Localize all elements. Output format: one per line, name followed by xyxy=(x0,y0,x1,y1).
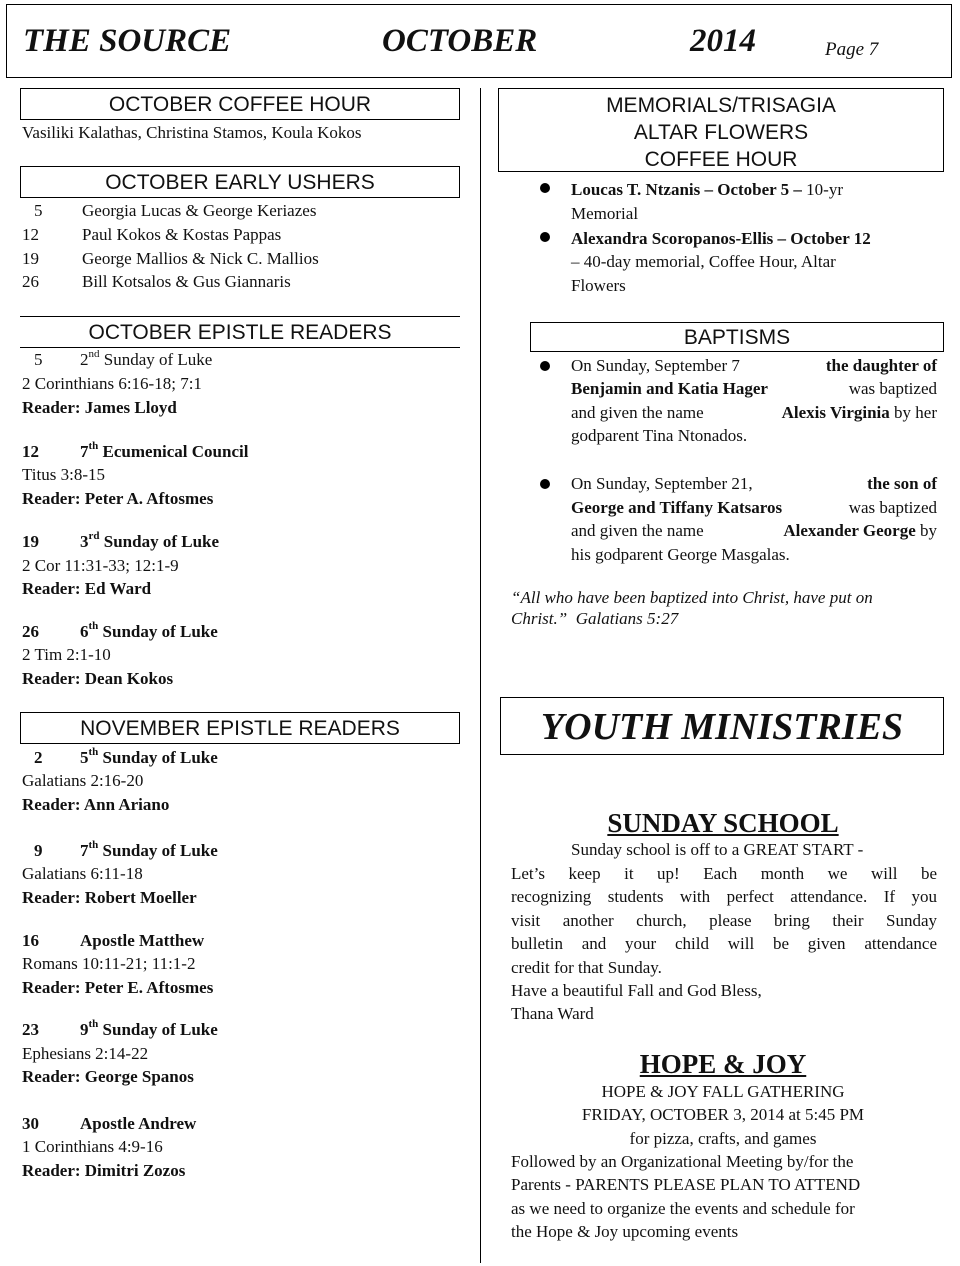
bullet xyxy=(540,361,550,371)
bullet xyxy=(540,183,550,193)
reader-name: Reader: Ed Ward xyxy=(22,579,152,598)
memorial-item: Loucas T. Ntzanis – October 5 – 10-yr xyxy=(571,180,843,199)
reader-name: Reader: Peter A. Aftosmes xyxy=(22,489,214,508)
page-header xyxy=(6,4,952,78)
reader-name: Reader: Dimitri Zozos xyxy=(22,1161,186,1180)
issue-month: OCTOBER xyxy=(382,23,538,59)
ushers-heading: OCTOBER EARLY USHERS xyxy=(20,166,460,198)
oct-readers-heading: OCTOBER EPISTLE READERS xyxy=(20,316,460,348)
usher-row: 26 Bill Kotsalos & Gus Giannaris xyxy=(22,272,291,291)
memorial-item-cont: Memorial xyxy=(571,204,639,223)
scripture-ref: Romans 10:11-21; 11:1-2 xyxy=(22,954,196,973)
page-number: Page 7 xyxy=(825,39,879,60)
baptism-quote-cont: Christ.” Galatians 5:27 xyxy=(511,609,679,628)
column-divider xyxy=(480,88,481,1263)
scripture-ref: Ephesians 2:14-22 xyxy=(22,1044,149,1063)
memorial-item-cont: Flowers xyxy=(571,276,626,295)
bullet xyxy=(540,232,550,242)
memorial-item: Alexandra Scoropanos-Ellis – October 12 xyxy=(571,229,871,248)
reader-name: Reader: Ann Ariano xyxy=(22,795,170,814)
memorial-item-cont: – 40-day memorial, Coffee Hour, Altar xyxy=(571,252,836,271)
scripture-ref: Galatians 6:11-18 xyxy=(22,864,143,883)
baptisms-heading: BAPTISMS xyxy=(530,322,944,352)
baptism-item: On Sunday, September 21, the son of xyxy=(571,474,937,493)
coffee-hour-names: Vasiliki Kalathas, Christina Stamos, Koula Kokos xyxy=(22,123,362,142)
reader-name: Reader: Peter E. Aftosmes xyxy=(22,978,214,997)
scripture-ref: 2 Corinthians 6:16-18; 7:1 xyxy=(22,374,202,393)
baptism-item: On Sunday, September 7 the daughter of xyxy=(571,356,937,375)
scripture-ref: 2 Tim 2:1-10 xyxy=(22,645,111,664)
scripture-ref: 2 Cor 11:31-33; 12:1-9 xyxy=(22,556,179,575)
issue-year: 2014 xyxy=(690,23,756,59)
baptism-quote: “All who have been baptized into Christ, have put on xyxy=(511,588,873,607)
sunday-school-heading: SUNDAY SCHOOL xyxy=(607,808,839,838)
scripture-ref: Galatians 2:16-20 xyxy=(22,771,144,790)
scripture-ref: 1 Corinthians 4:9-16 xyxy=(22,1137,163,1156)
reader-name: Reader: James Lloyd xyxy=(22,398,177,417)
bullet xyxy=(540,479,550,489)
usher-row: 5 Georgia Lucas & George Keriazes xyxy=(34,201,317,220)
scripture-ref: Titus 3:8-15 xyxy=(22,465,105,484)
coffee-hour-heading: OCTOBER COFFEE HOUR xyxy=(20,88,460,120)
memorials-heading: MEMORIALS/TRISAGIA ALTAR FLOWERS COFFEE HOUR xyxy=(498,88,944,172)
nov-readers-heading: NOVEMBER EPISTLE READERS xyxy=(20,712,460,744)
usher-row: 12 Paul Kokos & Kostas Pappas xyxy=(22,225,282,244)
hope-joy-heading: HOPE & JOY xyxy=(639,1049,807,1079)
youth-ministries-heading: YOUTH MINISTRIES xyxy=(500,697,944,755)
newsletter-page: THE SOURCE OCTOBER 2014 Page 7 OCTOBER COFFEE HOUR Vasiliki Kalathas, Christina Stamos, Koula Kokos OCTOBER EARLY USHERS 5 Georgia Lucas & George Keriazes 12 Paul Kokos & Kostas Pappas 19 George Mallios & Nick C. Mallios 26 Bill Kotsalos & Gus Giannaris OCTOBER EPISTLE READERS 5 2nd Sunday of Luke 2 Corinthians 6:16-18; 7:1 Reader: James Lloyd 12 7th Ecumenical Council Titus 3:8-15 Reader: Peter A. Aftosmes 19 3rd Sunday of Luke 2 Cor 11:31-33; 12:1-9 Reader: Ed Ward 26 6th Sunday of Luke 2 Tim 2:1-10 Reader: Dean Kokos NOVEMBER EPISTLE READERS 2 5th Sunday of Luke Galatians 2:16-20 Reader: Ann Ariano 9 7th Sunday of Luke Galatians 6:11-18 Reader: Robert Moeller 16 Apostle Matthew Romans 10:11-21; 11:1-2 Reader: Peter E. Aftosmes 23 9th Sunday of Luke Ephesians 2:14-22 Reader: George Spanos 30 Apostle Andrew 1 Corinthians 4:9-16 Reader: Dimitri Zozos MEMORIALS/TRISAGIA ALTAR FLOWERS COFFEE HOUR Loucas T. Ntzanis – October 5 – 10-yr Memorial Alexandra Scoropanos-Ellis – October 12 – 40-day memorial, Coffee Hour, Altar Flowers BAPTISMS On Sunday, September 7 the daughter of Benjamin and Katia Hager was baptized and given the name Alexis Virginia by her godparent Tina Ntonados. On Sunday, September 21, the son of George and Tiffany Katsaros was baptized and given the name Alexander George by his godparent George Masgalas. “All who have been baptized into Christ, have put on Christ.” Galatians 5:27 YOUTH MINISTRIES SUNDAY SCHOOL Sunday school is off to a GREAT START - Let’s keep it up! Each month we will be recognizing students with perfect attendance. If you visit another church, please bring their Sunday bulletin and your child will be given attendance credit for that Sunday. Have a beautiful Fall and God Bless, Thana Ward HOPE & JOY HOPE & JOY FALL GATHERING FRIDAY, OCTOBER 3, 2014 at 5:45 PM for pizza, crafts, and games Followed by an Organizational Meeting by/for the Parents - PARENTS PLEASE PLAN TO ATTEND as we need to organize the events and schedule for the Hope & Joy upcoming events xyxy=(0,0,960,1266)
reader-name: Reader: George Spanos xyxy=(22,1067,194,1086)
reader-name: Reader: Dean Kokos xyxy=(22,669,174,688)
reader-name: Reader: Robert Moeller xyxy=(22,888,197,907)
usher-row: 19 George Mallios & Nick C. Mallios xyxy=(22,249,319,268)
newsletter-title: THE SOURCE xyxy=(23,23,232,59)
